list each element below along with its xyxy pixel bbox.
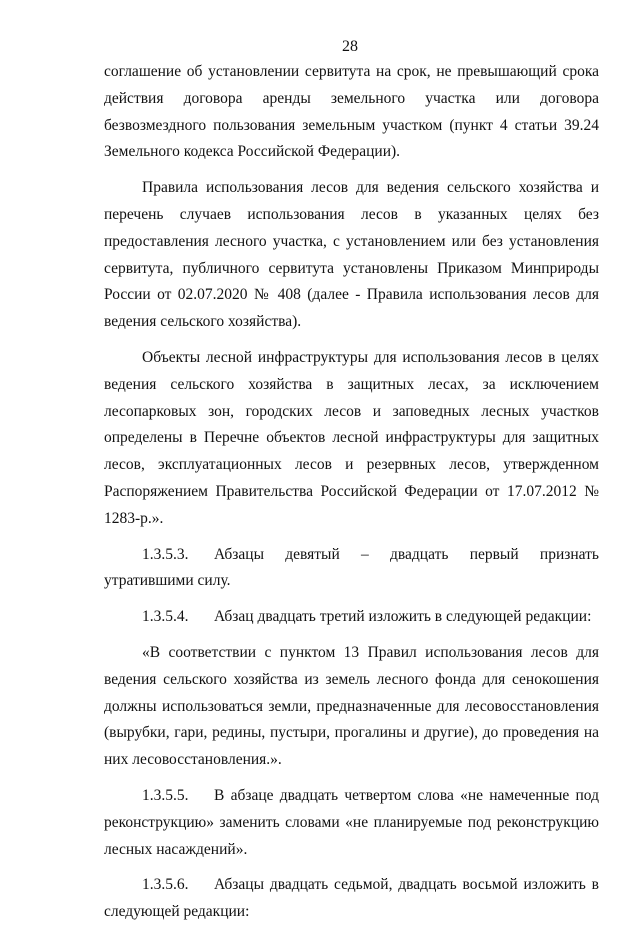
paragraph-1-3-5-3 — [104, 542, 599, 596]
document-body — [104, 59, 599, 926]
paragraph-forest-use-rules: Правила использования лесов для ведения сельского хозяйства и перечень случаев использования лесов в указанных целях без предоставления лесного участка, с установлением или без установления сервитута, публичного сервитута установлены Приказом Минприроды России от 02.07.2020 № 408 (далее - Правила использования лесов для ведения сельского хозяйства). — [104, 179, 599, 331]
paragraph-servitude-agreement: соглашение об установлении сервитута на срок, не превышающий срока действия договора аренды земельного участка или договора безвозмездного пользования земельным участком (пункт 4 статьи 39.24 Земельного кодекса Российской Федерации). — [104, 63, 599, 161]
clause-text: Абзацы двадцать седьмой, двадцать восьмой изложить в следующей редакции: — [104, 876, 599, 921]
paragraph-1-3-5-4 — [104, 604, 599, 631]
clause-number: 1.3.5.4. — [142, 608, 189, 626]
clause-number: 1.3.5.3. — [142, 545, 189, 563]
paragraph-1-3-5-5 — [104, 783, 599, 863]
clause-number: 1.3.5.5. — [142, 786, 189, 804]
clause-number: 1.3.5.6. — [142, 876, 189, 894]
clause-text: Абзац двадцать третий изложить в следующей редакции: — [214, 608, 592, 626]
paragraph-forest-infrastructure: Объекты лесной инфраструктуры для использования лесов в целях ведения сельского хозяйства в защитных лесах, за исключением лесопарковых зон, городских лесов и заповедных лесных участков определены в Перечне объектов лесной инфраструктуры для защитных лесов, эксплуатационных лесов и резервных лесов, утвержденном Распоряжением Правительства Российской Федерации от 17.07.2012 № 1283-р.». — [104, 348, 599, 527]
clause-text: В абзаце двадцать четвертом слова «не намеченные под реконструкцию» заменить словами «не планируемые под реконструкцию лесных насаждений». — [104, 786, 599, 858]
clause-text: Абзацы девятый – двадцать первый признать утратившими силу. — [104, 545, 599, 590]
paragraph-1-3-5-6 — [104, 872, 599, 926]
page-number: 28 — [342, 38, 358, 55]
paragraph-quoted-haymaking: «В соответствии с пунктом 13 Правил использования лесов для ведения сельского хозяйства из земель лесного фонда для сенокошения должны использоваться земли, предназначенные для лесовосстановления (вырубки, гари, редины, пустыри, прогалины и другие), до проведения на них лесовосстановления.». — [104, 643, 599, 769]
